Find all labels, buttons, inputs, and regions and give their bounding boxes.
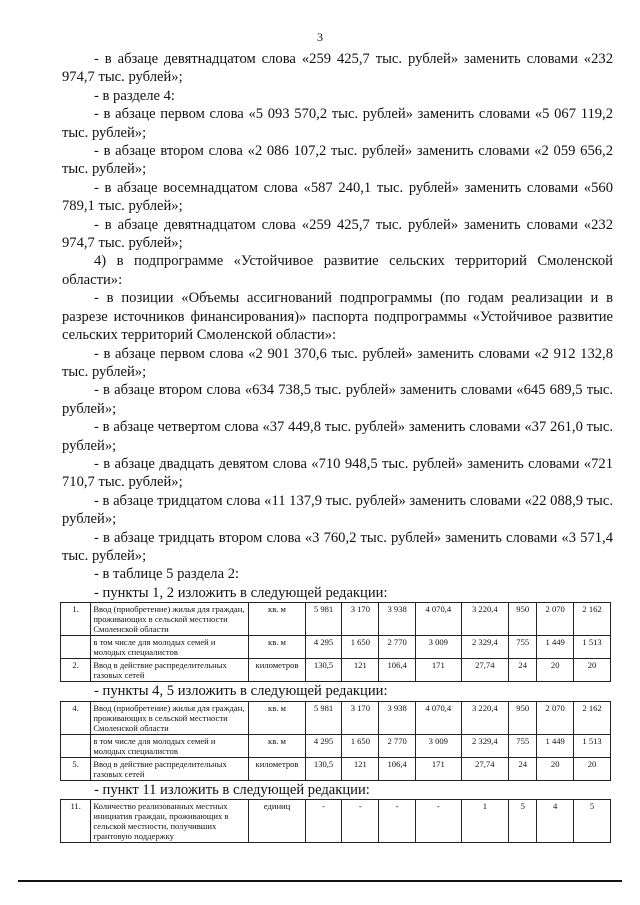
cell-value: 5 bbox=[509, 800, 537, 843]
cell-value: 130,5 bbox=[305, 659, 342, 682]
cell-number: 2. bbox=[61, 659, 91, 682]
cell-indicator: Ввод в действие распределительных газовых сетей bbox=[91, 757, 249, 780]
table-item-11-wrap bbox=[62, 799, 613, 843]
paragraph-p13: - в абзаце тридцатом слова «11 137,9 тыс. рублей» заменить словами «22 088,9 тыс. рублей»; bbox=[62, 492, 613, 528]
cell-value: 2 770 bbox=[379, 636, 416, 659]
cell-unit: единиц bbox=[249, 800, 305, 843]
cell-indicator: Ввод в действие распределительных газовых сетей bbox=[91, 659, 249, 682]
cell-unit: кв. м bbox=[249, 603, 305, 636]
cell-value: 171 bbox=[416, 757, 461, 780]
cell-value: 106,4 bbox=[379, 757, 416, 780]
cell-value: 3 220,4 bbox=[461, 603, 509, 636]
cell-number: 11. bbox=[61, 800, 91, 843]
cell-value: 2 070 bbox=[537, 701, 574, 734]
table-row bbox=[61, 659, 611, 682]
cell-value: - bbox=[379, 800, 416, 843]
heading-items-1-2: - пункты 1, 2 изложить в следующей редакции: bbox=[94, 584, 388, 601]
cell-number: 5. bbox=[61, 757, 91, 780]
cell-value: 1 bbox=[461, 800, 509, 843]
cell-value: 4 070,4 bbox=[416, 603, 461, 636]
cell-value: 24 bbox=[509, 757, 537, 780]
cell-value: 5 981 bbox=[305, 701, 342, 734]
cell-number: 4. bbox=[61, 701, 91, 734]
cell-value: 2 162 bbox=[574, 701, 611, 734]
cell-value: 4 295 bbox=[305, 636, 342, 659]
table-items-1-2-wrap bbox=[62, 602, 613, 682]
paragraph-p3: - в абзаце первом слова «5 093 570,2 тыс. рублей» заменить словами «5 067 119,2 тыс. рублей»; bbox=[62, 106, 613, 141]
table-row bbox=[61, 636, 611, 659]
cell-value: 2 329,4 bbox=[461, 636, 509, 659]
cell-value: 20 bbox=[537, 659, 574, 682]
cell-indicator: в том числе для молодых семей и молодых специалистов bbox=[91, 734, 249, 757]
cell-unit: кв. м bbox=[249, 636, 305, 659]
table-items-4-5 bbox=[60, 701, 611, 781]
cell-value: 2 162 bbox=[574, 603, 611, 636]
cell-unit: километров bbox=[249, 757, 305, 780]
cell-value: 121 bbox=[342, 757, 379, 780]
cell-indicator: Ввод (приобретение) жилья для граждан, проживающих в сельской местности Смоленской области bbox=[91, 603, 249, 636]
cell-value: 121 bbox=[342, 659, 379, 682]
cell-value: 27,74 bbox=[461, 659, 509, 682]
cell-value: 2 070 bbox=[537, 603, 574, 636]
cell-value: 1 513 bbox=[574, 636, 611, 659]
cell-value: 4 bbox=[537, 800, 574, 843]
cell-value: 1 650 bbox=[342, 636, 379, 659]
cell-value: - bbox=[342, 800, 379, 843]
cell-value: 3 938 bbox=[379, 603, 416, 636]
cell-value: 27,74 bbox=[461, 757, 509, 780]
cell-unit: кв. м bbox=[249, 701, 305, 734]
page-number: 3 bbox=[317, 30, 323, 44]
cell-value: 2 770 bbox=[379, 734, 416, 757]
cell-value: 1 650 bbox=[342, 734, 379, 757]
cell-value: 1 449 bbox=[537, 636, 574, 659]
table-item-11 bbox=[60, 799, 611, 843]
footer-rule bbox=[18, 880, 622, 882]
paragraph-p6: - в абзаце девятнадцатом слова «259 425,7 тыс. рублей» заменить словами «232 974,7 тыс. рублей»; bbox=[62, 216, 613, 252]
paragraph-p9: - в абзаце первом слова «2 901 370,6 тыс. рублей» заменить словами «2 912 132,8 тыс. рублей»; bbox=[62, 345, 613, 380]
cell-value: 4 070,4 bbox=[416, 701, 461, 734]
cell-indicator: Ввод (приобретение) жилья для граждан, проживающих в сельской местности Смоленской области bbox=[91, 701, 249, 734]
cell-value: 755 bbox=[509, 734, 537, 757]
table-items-4-5-wrap bbox=[62, 701, 613, 781]
cell-value: 950 bbox=[509, 701, 537, 734]
paragraph-p4: - в абзаце втором слова «2 086 107,2 тыс. рублей» заменить словами «2 059 656,2 тыс. рублей»; bbox=[62, 143, 613, 178]
document-body bbox=[62, 50, 613, 843]
cell-indicator: Количество реализованных местных инициатив граждан, проживающих в сельской местности, получивших грантовую поддержку bbox=[91, 800, 249, 843]
cell-value: 20 bbox=[574, 659, 611, 682]
paragraph-p14: - в абзаце тридцать втором слова «3 760,2 тыс. рублей» заменить словами «3 571,4 тыс. рублей»; bbox=[62, 529, 613, 564]
cell-value: 171 bbox=[416, 659, 461, 682]
cell-number bbox=[61, 636, 91, 659]
cell-value: 20 bbox=[574, 757, 611, 780]
cell-unit: кв. м bbox=[249, 734, 305, 757]
cell-value: 3 170 bbox=[342, 603, 379, 636]
table-row bbox=[61, 800, 611, 843]
paragraph-p11: - в абзаце четвертом слова «37 449,8 тыс. рублей» заменить словами «37 261,0 тыс. рублей»; bbox=[62, 419, 613, 454]
cell-value: 3 009 bbox=[416, 734, 461, 757]
paragraph-p2: - в разделе 4: bbox=[94, 87, 175, 104]
cell-value: 130,5 bbox=[305, 757, 342, 780]
cell-value: 1 513 bbox=[574, 734, 611, 757]
cell-number bbox=[61, 734, 91, 757]
cell-value: - bbox=[305, 800, 342, 843]
paragraph-p15: - в таблице 5 раздела 2: bbox=[94, 566, 240, 583]
cell-value: 5 bbox=[574, 800, 611, 843]
table-row bbox=[61, 757, 611, 780]
paragraph-p8: - в позиции «Объемы ассигнований подпрограммы (по годам реализации и в разрезе источников финансирования)» паспорта подпрограммы «Устойчивое развитие сельских территорий Смоленской области»: bbox=[62, 290, 613, 344]
cell-value: 3 170 bbox=[342, 701, 379, 734]
cell-value: 3 009 bbox=[416, 636, 461, 659]
paragraph-p7: 4) в подпрограмме «Устойчивое развитие сельских территорий Смоленской области»: bbox=[62, 253, 613, 288]
paragraph-p5: - в абзаце восемнадцатом слова «587 240,1 тыс. рублей» заменить словами «560 789,1 тыс. рублей»; bbox=[62, 179, 613, 215]
cell-value: 755 bbox=[509, 636, 537, 659]
table-row bbox=[61, 701, 611, 734]
cell-indicator: в том числе для молодых семей и молодых специалистов bbox=[91, 636, 249, 659]
table-row bbox=[61, 603, 611, 636]
cell-value: 4 295 bbox=[305, 734, 342, 757]
paragraph-p12: - в абзаце двадцать девятом слова «710 948,5 тыс. рублей» заменить словами «721 710,7 тыс. рублей»; bbox=[62, 455, 613, 491]
table-row bbox=[61, 734, 611, 757]
cell-unit: километров bbox=[249, 659, 305, 682]
cell-value: 2 329,4 bbox=[461, 734, 509, 757]
cell-value: 106,4 bbox=[379, 659, 416, 682]
cell-value: 3 938 bbox=[379, 701, 416, 734]
cell-number: 1. bbox=[61, 603, 91, 636]
cell-value: 5 981 bbox=[305, 603, 342, 636]
cell-value: 24 bbox=[509, 659, 537, 682]
heading-item-11: - пункт 11 изложить в следующей редакции: bbox=[94, 781, 370, 798]
cell-value: 1 449 bbox=[537, 734, 574, 757]
amendment-paragraphs bbox=[62, 50, 613, 584]
heading-items-4-5: - пункты 4, 5 изложить в следующей редакции: bbox=[94, 683, 388, 700]
cell-value: - bbox=[416, 800, 461, 843]
cell-value: 3 220,4 bbox=[461, 701, 509, 734]
cell-value: 20 bbox=[537, 757, 574, 780]
paragraph-p1: - в абзаце девятнадцатом слова «259 425,7 тыс. рублей» заменить словами «232 974,7 тыс. рублей»; bbox=[62, 51, 613, 86]
paragraph-p10: - в абзаце втором слова «634 738,5 тыс. рублей» заменить словами «645 689,5 тыс. рублей»; bbox=[62, 382, 613, 417]
cell-value: 950 bbox=[509, 603, 537, 636]
table-items-1-2 bbox=[60, 602, 611, 682]
